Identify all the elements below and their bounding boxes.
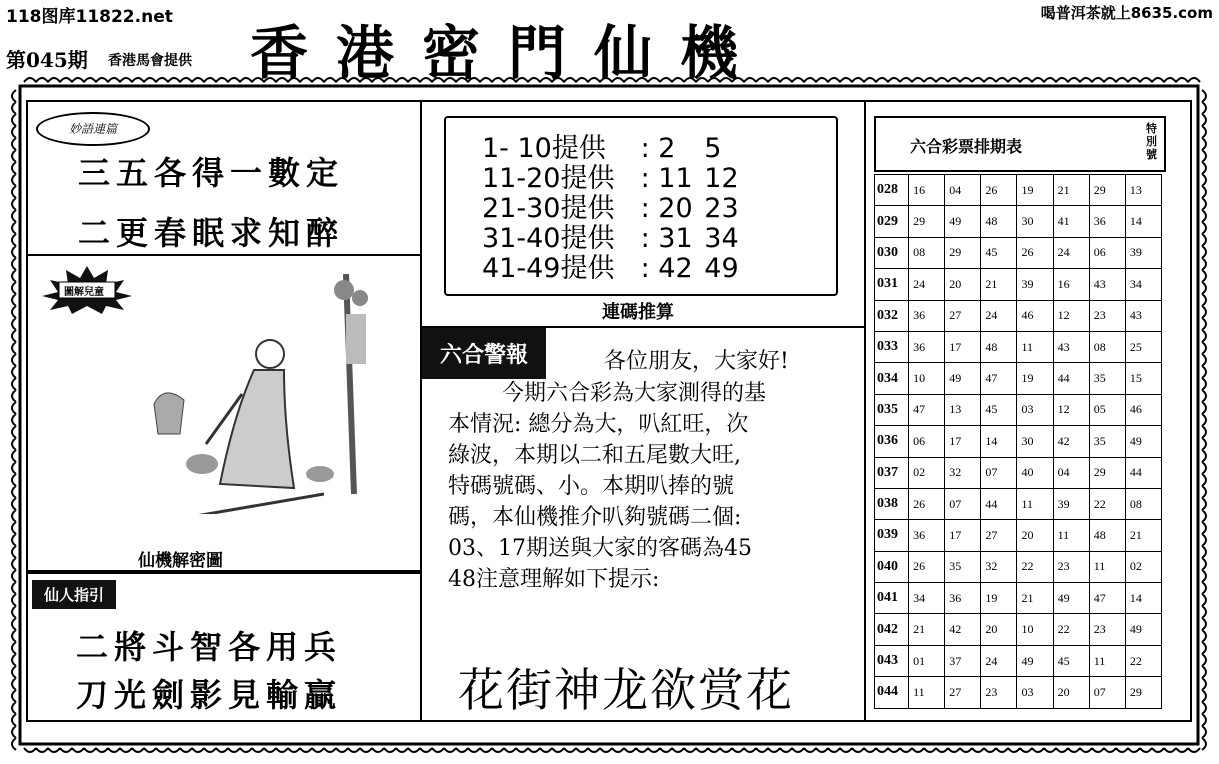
schedule-row bbox=[875, 614, 1162, 645]
number-cell: 49 bbox=[1125, 614, 1161, 645]
number-cell: 45 bbox=[1053, 645, 1089, 676]
schedule-row bbox=[875, 551, 1162, 582]
number-cell: 45 bbox=[981, 237, 1017, 268]
numbers-row: 21-30提供 : 20 23 bbox=[482, 193, 739, 224]
number-cell: 39 bbox=[1017, 269, 1053, 300]
number-b: 34 bbox=[704, 223, 739, 254]
number-cell: 11 bbox=[909, 677, 945, 708]
number-cell: 04 bbox=[945, 175, 981, 206]
period-cell: 036 bbox=[875, 426, 909, 457]
number-cell: 02 bbox=[909, 457, 945, 488]
number-cell: 29 bbox=[909, 206, 945, 237]
number-cell: 01 bbox=[909, 645, 945, 676]
numbers-panel bbox=[420, 100, 866, 328]
number-cell: 43 bbox=[1053, 331, 1089, 362]
number-cell: 36 bbox=[909, 520, 945, 551]
number-cell: 44 bbox=[1125, 457, 1161, 488]
number-cell: 26 bbox=[909, 551, 945, 582]
number-cell: 41 bbox=[1053, 206, 1089, 237]
period-cell: 040 bbox=[875, 551, 909, 582]
period-cell: 033 bbox=[875, 331, 909, 362]
number-cell: 29 bbox=[1125, 677, 1161, 708]
number-cell: 29 bbox=[945, 237, 981, 268]
range-label: 41-49提供 bbox=[482, 253, 615, 284]
numbers-row: 41-49提供 : 42 49 bbox=[482, 253, 739, 284]
number-cell: 16 bbox=[909, 175, 945, 206]
number-cell: 27 bbox=[945, 677, 981, 708]
poem-panel bbox=[26, 100, 422, 256]
number-cell: 11 bbox=[1089, 645, 1125, 676]
number-cell: 49 bbox=[1125, 426, 1161, 457]
number-cell: 11 bbox=[1089, 551, 1125, 582]
number-cell: 42 bbox=[1053, 426, 1089, 457]
schedule-title: 六合彩票排期表 bbox=[910, 137, 1023, 156]
picture-panel bbox=[26, 254, 422, 572]
number-cell: 49 bbox=[1017, 645, 1053, 676]
number-cell: 11 bbox=[1017, 488, 1053, 519]
schedule-row bbox=[875, 331, 1162, 362]
alert-line-6: 03、17期送與大家的客碼為45 bbox=[448, 536, 752, 561]
number-cell: 24 bbox=[1053, 237, 1089, 268]
guide-line-1: 二將斗智各用兵 bbox=[76, 628, 343, 666]
period-cell: 032 bbox=[875, 300, 909, 331]
number-cell: 45 bbox=[981, 394, 1017, 425]
number-cell: 27 bbox=[945, 300, 981, 331]
number-cell: 11 bbox=[1053, 520, 1089, 551]
schedule-row bbox=[875, 175, 1162, 206]
number-cell: 35 bbox=[1089, 363, 1125, 394]
alert-label: 六合警報 bbox=[422, 328, 546, 379]
schedule-row bbox=[875, 645, 1162, 676]
number-cell: 44 bbox=[1053, 363, 1089, 394]
number-cell: 06 bbox=[1089, 237, 1125, 268]
number-cell: 22 bbox=[1125, 645, 1161, 676]
numbers-list bbox=[482, 134, 739, 284]
period-cell: 035 bbox=[875, 394, 909, 425]
number-cell: 05 bbox=[1089, 394, 1125, 425]
number-cell: 04 bbox=[1053, 457, 1089, 488]
schedule-panel bbox=[864, 100, 1192, 722]
number-cell: 30 bbox=[1017, 426, 1053, 457]
sage-illustration bbox=[124, 274, 394, 514]
number-cell: 43 bbox=[1125, 300, 1161, 331]
number-cell: 21 bbox=[1053, 175, 1089, 206]
period-cell: 034 bbox=[875, 363, 909, 394]
alert-line-2: 本情況: 總分為大，叭紅旺，次 bbox=[448, 412, 749, 437]
number-cell: 02 bbox=[1125, 551, 1161, 582]
number-cell: 12 bbox=[1053, 300, 1089, 331]
schedule-tag: 特別號 bbox=[1146, 122, 1157, 161]
number-cell: 34 bbox=[909, 583, 945, 614]
poem-line-1: 三五各得一數定 bbox=[78, 154, 345, 192]
number-cell: 32 bbox=[945, 457, 981, 488]
alert-big-hint: 花街神龙欲赏花 bbox=[458, 663, 794, 717]
number-cell: 39 bbox=[1053, 488, 1089, 519]
number-cell: 15 bbox=[1125, 363, 1161, 394]
number-cell: 14 bbox=[1125, 206, 1161, 237]
number-cell: 03 bbox=[1017, 677, 1053, 708]
number-cell: 11 bbox=[1017, 331, 1053, 362]
number-cell: 29 bbox=[1089, 457, 1125, 488]
number-cell: 24 bbox=[981, 645, 1017, 676]
number-cell: 46 bbox=[1125, 394, 1161, 425]
schedule-row bbox=[875, 457, 1162, 488]
period-cell: 041 bbox=[875, 583, 909, 614]
number-cell: 21 bbox=[909, 614, 945, 645]
number-cell: 14 bbox=[981, 426, 1017, 457]
number-cell: 07 bbox=[1089, 677, 1125, 708]
number-cell: 08 bbox=[1125, 488, 1161, 519]
number-a: 2 bbox=[658, 133, 676, 164]
period-cell: 031 bbox=[875, 269, 909, 300]
number-cell: 35 bbox=[945, 551, 981, 582]
schedule-row bbox=[875, 583, 1162, 614]
period-cell: 028 bbox=[875, 175, 909, 206]
guide-label: 仙人指引 bbox=[32, 580, 116, 609]
number-cell: 30 bbox=[1017, 206, 1053, 237]
period-cell: 039 bbox=[875, 520, 909, 551]
number-cell: 26 bbox=[981, 175, 1017, 206]
number-cell: 35 bbox=[1089, 426, 1125, 457]
issue-provider: 香港馬會提供 bbox=[108, 53, 192, 69]
number-cell: 13 bbox=[945, 394, 981, 425]
period-cell: 038 bbox=[875, 488, 909, 519]
number-cell: 48 bbox=[981, 206, 1017, 237]
number-cell: 17 bbox=[945, 331, 981, 362]
number-cell: 23 bbox=[1089, 300, 1125, 331]
number-cell: 43 bbox=[1089, 269, 1125, 300]
number-cell: 49 bbox=[1053, 583, 1089, 614]
number-cell: 20 bbox=[1053, 677, 1089, 708]
schedule-row bbox=[875, 206, 1162, 237]
number-cell: 44 bbox=[981, 488, 1017, 519]
alert-line-1: 今期六合彩為大家測得的基 bbox=[502, 381, 767, 406]
number-cell: 20 bbox=[945, 269, 981, 300]
number-cell: 29 bbox=[1089, 175, 1125, 206]
number-b: 23 bbox=[704, 193, 739, 224]
number-cell: 07 bbox=[945, 488, 981, 519]
number-a: 31 bbox=[658, 223, 693, 254]
number-cell: 49 bbox=[945, 206, 981, 237]
number-cell: 13 bbox=[1125, 175, 1161, 206]
alert-panel bbox=[420, 326, 866, 722]
number-cell: 10 bbox=[1017, 614, 1053, 645]
numbers-row: 31-40提供 : 31 34 bbox=[482, 223, 739, 254]
number-cell: 42 bbox=[945, 614, 981, 645]
alert-line-7: 48注意理解如下提示: bbox=[448, 567, 660, 592]
period-cell: 044 bbox=[875, 677, 909, 708]
number-cell: 36 bbox=[945, 583, 981, 614]
picture-caption: 仙機解密圖 bbox=[138, 551, 223, 571]
number-cell: 37 bbox=[945, 645, 981, 676]
number-cell: 23 bbox=[1053, 551, 1089, 582]
schedule-row bbox=[875, 520, 1162, 551]
period-cell: 029 bbox=[875, 206, 909, 237]
number-b: 49 bbox=[704, 253, 739, 284]
number-cell: 19 bbox=[981, 583, 1017, 614]
number-cell: 20 bbox=[1017, 520, 1053, 551]
number-cell: 22 bbox=[1017, 551, 1053, 582]
number-cell: 27 bbox=[981, 520, 1017, 551]
period-cell: 043 bbox=[875, 645, 909, 676]
number-b: 5 bbox=[704, 133, 722, 164]
number-b: 12 bbox=[704, 163, 739, 194]
number-cell: 46 bbox=[1017, 300, 1053, 331]
poem-line-2: 二更春眠求知醉 bbox=[78, 214, 345, 252]
number-a: 11 bbox=[658, 163, 693, 194]
number-cell: 17 bbox=[945, 520, 981, 551]
range-label: 21-30提供 bbox=[482, 193, 615, 224]
schedule-header bbox=[874, 116, 1166, 172]
alert-line-5: 碼，本仙機推介叭夠號碼二個: bbox=[448, 505, 742, 530]
number-cell: 36 bbox=[1089, 206, 1125, 237]
poem-badge: 妙語連篇 bbox=[36, 112, 150, 146]
number-cell: 47 bbox=[1089, 583, 1125, 614]
issue-number: 第045期 bbox=[6, 48, 88, 72]
range-label: 11-20提供 bbox=[482, 163, 615, 194]
numbers-row: 1- 10提供 : 2 5 bbox=[482, 133, 722, 164]
number-cell: 48 bbox=[1089, 520, 1125, 551]
number-cell: 47 bbox=[981, 363, 1017, 394]
alert-line-3: 綠波，本期以二和五尾數大旺, bbox=[448, 443, 741, 468]
number-cell: 07 bbox=[981, 457, 1017, 488]
number-cell: 17 bbox=[945, 426, 981, 457]
number-cell: 23 bbox=[1089, 614, 1125, 645]
number-cell: 24 bbox=[909, 269, 945, 300]
guide-panel bbox=[26, 572, 422, 722]
schedule-row bbox=[875, 677, 1162, 708]
number-cell: 26 bbox=[1017, 237, 1053, 268]
schedule-row bbox=[875, 394, 1162, 425]
number-cell: 22 bbox=[1089, 488, 1125, 519]
number-cell: 21 bbox=[981, 269, 1017, 300]
site-left-link[interactable]: 118图库11822.net bbox=[6, 7, 173, 27]
number-cell: 20 bbox=[981, 614, 1017, 645]
number-cell: 39 bbox=[1125, 237, 1161, 268]
number-cell: 19 bbox=[1017, 363, 1053, 394]
alert-greeting: 各位朋友，大家好! bbox=[604, 349, 789, 374]
page-title: 香港密門仙機 bbox=[250, 19, 767, 87]
number-cell: 24 bbox=[981, 300, 1017, 331]
number-cell: 26 bbox=[909, 488, 945, 519]
number-cell: 08 bbox=[909, 237, 945, 268]
number-cell: 21 bbox=[1017, 583, 1053, 614]
number-cell: 19 bbox=[1017, 175, 1053, 206]
range-label: 1- 10提供 bbox=[482, 133, 606, 164]
number-cell: 48 bbox=[981, 331, 1017, 362]
guide-line-2: 刀光劍影見輸贏 bbox=[76, 676, 343, 714]
schedule-table bbox=[874, 174, 1162, 709]
schedule-row bbox=[875, 488, 1162, 519]
alert-line-4: 特碼號碼、小。本期叭捧的號 bbox=[448, 474, 735, 499]
number-cell: 16 bbox=[1053, 269, 1089, 300]
number-cell: 25 bbox=[1125, 331, 1161, 362]
schedule-row bbox=[875, 426, 1162, 457]
number-cell: 47 bbox=[909, 394, 945, 425]
range-label: 31-40提供 bbox=[482, 223, 615, 254]
number-cell: 08 bbox=[1089, 331, 1125, 362]
period-cell: 030 bbox=[875, 237, 909, 268]
schedule-row bbox=[875, 237, 1162, 268]
number-cell: 49 bbox=[945, 363, 981, 394]
numbers-row: 11-20提供 : 11 12 bbox=[482, 163, 739, 194]
number-cell: 22 bbox=[1053, 614, 1089, 645]
schedule-row bbox=[875, 300, 1162, 331]
numbers-caption: 連碼推算 bbox=[602, 302, 674, 323]
schedule-row bbox=[875, 363, 1162, 394]
number-cell: 23 bbox=[981, 677, 1017, 708]
schedule-row bbox=[875, 269, 1162, 300]
number-cell: 10 bbox=[909, 363, 945, 394]
number-cell: 03 bbox=[1017, 394, 1053, 425]
number-cell: 21 bbox=[1125, 520, 1161, 551]
number-cell: 36 bbox=[909, 331, 945, 362]
number-cell: 06 bbox=[909, 426, 945, 457]
number-cell: 12 bbox=[1053, 394, 1089, 425]
seal-label: 圖解兒童 bbox=[64, 287, 104, 298]
number-cell: 36 bbox=[909, 300, 945, 331]
number-cell: 34 bbox=[1125, 269, 1161, 300]
period-cell: 037 bbox=[875, 457, 909, 488]
number-a: 20 bbox=[658, 193, 693, 224]
number-cell: 40 bbox=[1017, 457, 1053, 488]
seal-starburst bbox=[42, 266, 132, 314]
site-right-link[interactable]: 喝普洱茶就上8635.com bbox=[1040, 4, 1213, 22]
period-cell: 042 bbox=[875, 614, 909, 645]
number-a: 42 bbox=[658, 253, 693, 284]
number-cell: 14 bbox=[1125, 583, 1161, 614]
number-cell: 32 bbox=[981, 551, 1017, 582]
